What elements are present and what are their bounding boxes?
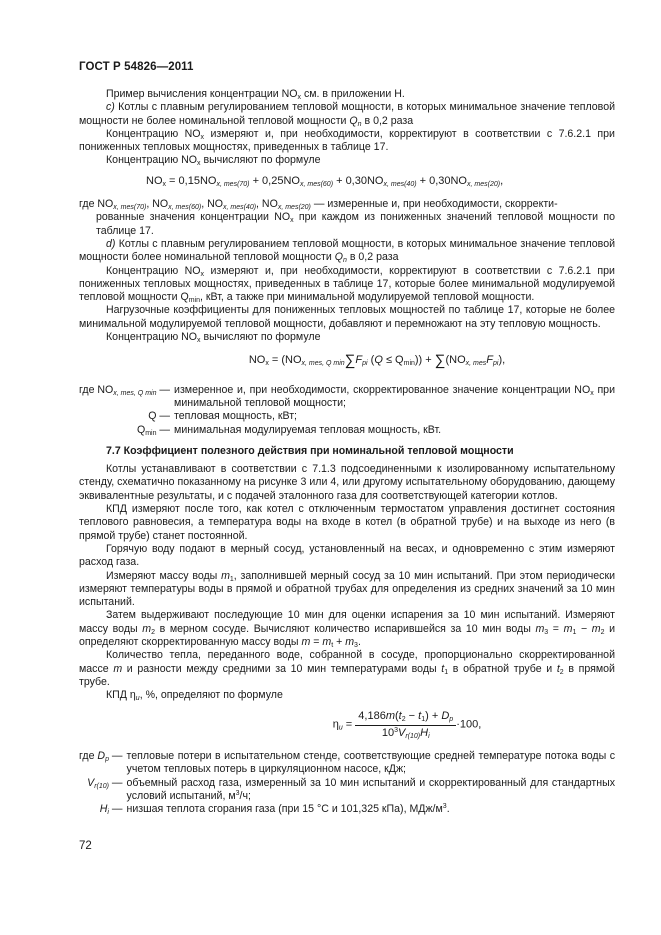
paragraph-nox-measure-d: Концентрацию $NO_x$ измеряют и, при необходимости, корректируют в соответствии с 7.6.2.1 при пониженных тепловых мощностях, приведенных в таблице 17, которые более минимальной модулируемой тепловой мощности $Q_{min}$, кВт, а также при минимальной модулируемой тепловой мощности. bbox=[79, 264, 615, 305]
where-list-kpd bbox=[79, 750, 615, 816]
where-value: объемный расход газа, измеренный за 10 мин испытаний и скорректированный для стандартных условий испытаний, $м^3/ч$; bbox=[126, 776, 615, 802]
where-nox-measured: где $NO_{x, mes(70)}$, $NO_{x, mes(60)}$, $NO_{x, mes(40)}$, $NO_{x, mes(20)}$ — измеренные и, при необходимости, скорректи- bbox=[79, 198, 558, 212]
where-key: Q — bbox=[148, 410, 171, 423]
where-key: $V_{r(10)}$ — bbox=[87, 776, 123, 790]
document-body bbox=[79, 88, 615, 817]
paragraph-nox-measure-c: Концентрацию $NO_x$ измеряют и, при необходимости, корректируют в соответствии с 7.6.2.1 при пониженных тепловых мощностях, приведенных в таблице 17. bbox=[79, 127, 615, 154]
paragraph-nox-example: Пример вычисления концентрации $NO_x$ см. в приложении Н. bbox=[106, 88, 405, 101]
where-value: минимальная модулируемая тепловая мощность, кВт. bbox=[174, 423, 442, 436]
paragraph-item-d: d) Котлы с плавным регулированием тепловой мощности, в которых минимальное значение тепловой мощности более номинальной тепловой мощности $Q_n$ в 0,2 раза bbox=[79, 237, 615, 265]
formula-kpd: $\eta_u$ = $\frac{4,186m(t_2 - t_1) + D_p}{10^3V_{r(10)}H_i}$ ·100, bbox=[332, 710, 482, 740]
where-value: низшая теплота сгорания газа (при 15 °С и 101,325 кПа), МДж/$м^3$. bbox=[126, 803, 450, 816]
formula-fraction: $\frac{4,186m(t_2 - t_1) + D_p}{10^3V_{r(10)}H_i}$ bbox=[355, 710, 456, 740]
section-heading-7-7: 7.7 Коэффициент полезного действия при номинальной тепловой мощности bbox=[106, 444, 514, 457]
where-value: измеренное и, при необходимости, скорректированное значение концентрации $NO_x$ при минимальной тепловой мощности; bbox=[174, 383, 615, 409]
where-key: где $NO_{x, mes, Q min}$ — bbox=[79, 383, 171, 397]
page-number: 72 bbox=[79, 840, 92, 852]
paragraph-heat-quantity: Количество тепла, переданного воде, собранной в сосуде, пропорционально скорректированной массе m и разности между средними за 10 мин температурами воды $t_1$ в обратной трубе и $t_2$ в прямой трубе. bbox=[79, 649, 615, 688]
paragraph-hot-water: Горячую воду подают в мерный сосуд, установленный на весах, и одновременно с этим измеряют расход газа. bbox=[79, 542, 615, 569]
page-header: ГОСТ Р 54826—2011 bbox=[79, 61, 194, 73]
paragraph-load-factors: Нагрузочные коэффициенты для пониженных тепловых мощностей по таблице 17, которые не более минимальной модулируемой тепловой мощности, добавляют и перемножают на эту тепловую мощность. bbox=[79, 304, 615, 330]
where-value: тепловые потери в испытательном стенде, соответствующие средней температуре потока воды с учетом тепловых потерь в циркуляционном насосе, кДж; bbox=[126, 750, 615, 776]
where-value: тепловая мощность, кВт; bbox=[174, 410, 297, 423]
where-list-nox-min bbox=[79, 384, 615, 437]
paragraph-mass-m1: Измеряют массу воды $m_1$, заполнившей мерный сосуд за 10 мин испытаний. При этом периодически измеряют температуры воды в прямой и обратной трубах для определения из средних значений за 10 мин испытаний. bbox=[79, 569, 615, 609]
paragraph-kpd-formula-intro: КПД $\eta_u$, %, определяют по формуле bbox=[106, 689, 283, 703]
formula-nox-min: $NO_x = (NO_{x, mes, Q min}\sum F_{pi}$ $(Q \le Q_{min})) + \sum(NO_{x, mes}F_{pi})$, bbox=[248, 352, 506, 370]
where-nox-measured-cont: рованные значения концентрации $NO_x$ при каждом из пониженных значений тепловой мощности по таблице 17. bbox=[96, 211, 616, 237]
paragraph-evaporation: Затем выдерживают последующие 10 мин для оценки испарения за 10 мин испытаний. Измеряют массу воды $m_2$ в мерном сосуде. Вычисляют количество испарившейся за 10 мин воды $m_3 = m_1 - m_2$ и определяют скорректированную массу воды $m = m_t + m_3$. bbox=[79, 609, 616, 649]
where-key: $Q_{min}$ — bbox=[136, 423, 171, 437]
formula-nox-weighted: $NO_x = 0,15NO_{x, mes(70)} + 0,25NO_{x, mes(60)} + 0,30NO_{x, mes(40)} + 0,30NO_{x, mes(20)}$, bbox=[146, 174, 504, 188]
where-key: где $D_p$ — bbox=[79, 750, 123, 764]
paragraph-nox-formula-intro-c: Концентрацию $NO_x$ вычисляют по формуле bbox=[106, 154, 321, 168]
paragraph-install: Котлы устанавливают в соответствии с 7.1.3 подсоединенными к изолированному испытательному стенду, схематично показанному на рисунке 3 или 4, или другому испытательному оборудованию, дающему эквивалентные результаты, и с подачей эталонного газа для соответствующей категории котлов. bbox=[79, 463, 615, 502]
where-key: $H_i$ — bbox=[99, 803, 123, 817]
paragraph-kpd-measure: КПД измеряют после того, как котел с отключенным термостатом управления достигнет состояния теплового равновесия, а температура воды на входе в котел (в обратной трубе) и на выходе из него (в прямой трубе) станет постоянной. bbox=[79, 503, 615, 542]
paragraph-nox-formula-intro-d: Концентрацию $NO_x$ вычисляют по формуле bbox=[106, 331, 321, 345]
paragraph-item-c: с) Котлы с плавным регулированием тепловой мощности, в которых минимальное значение тепловой мощности не более номинальной тепловой мощности $Q_n$ в 0,2 раза bbox=[79, 101, 615, 128]
